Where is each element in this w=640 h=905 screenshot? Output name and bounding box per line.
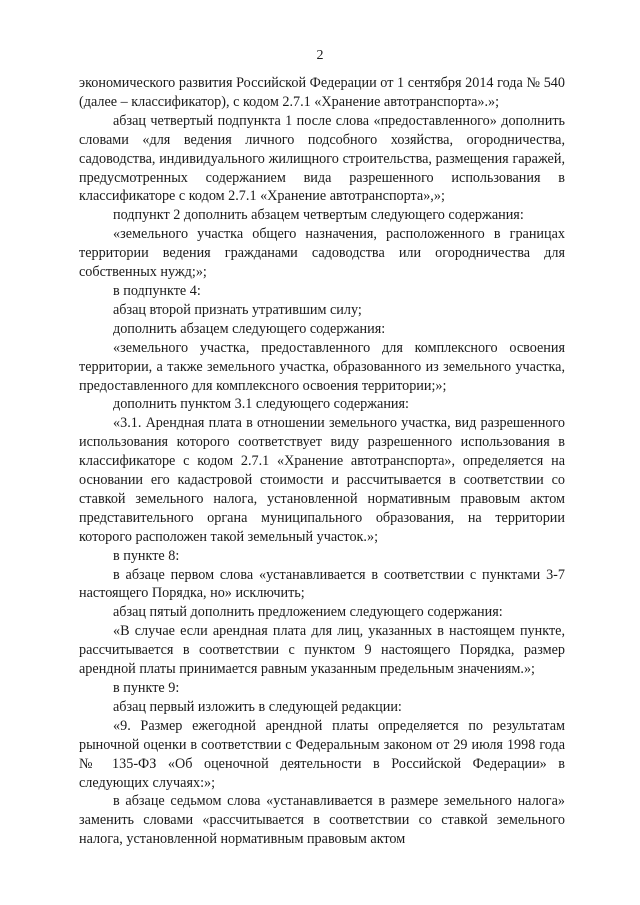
paragraph: дополнить пунктом 3.1 следующего содержания: (113, 396, 409, 413)
paragraph: в пункте 9: (113, 680, 180, 696)
paragraph: в абзаце первом слова «устанавливается в соответствии с пунктами 3-7 настоящего Порядка, но» исключить; (79, 566, 565, 602)
paragraph: абзац первый изложить в следующей редакции: (113, 698, 402, 715)
paragraph: «земельного участка, предоставленного для комплексного освоения территории, а также земельного участка, образованного из земельного участка, предоставленного для комплексного освоения территории;»; (79, 339, 565, 394)
paragraph: абзац четвертый подпункта 1 после слова «предоставленного» дополнить словами «для ведения личного подсобного хозяйства, огородничества, садоводства, индивидуального жилищного строительства, размещения гаражей, предусмотренных содержанием вида разрешенного использования в классификаторе с кодом 2.7.1 «Хранение автотранспорта»,»; (79, 112, 565, 205)
paragraph: «В случае если арендная плата для лиц, указанных в настоящем пункте, рассчитывается в соответствии с пунктом 9 настоящего Порядка, размер арендной платы принимается равным указанным предельным значениям.»; (79, 623, 565, 678)
paragraph: подпункт 2 дополнить абзацем четвертым следующего содержания: (113, 207, 524, 224)
document-body (79, 74, 565, 849)
paragraph: «9. Размер ежегодной арендной платы определяется по результатам рыночной оценки в соответствии с Федеральным законом от 29 июля 1998 года № 135-ФЗ «Об оценочной деятельности в Российской Федерации» в следующих случаях:»; (79, 717, 565, 791)
paragraph: в абзаце седьмом слова «устанавливается в размере земельного налога» заменить словами «рассчитывается в соответствии со ставкой земельного налога, установленной нормативным правовым актом (79, 793, 565, 848)
paragraph: абзац пятый дополнить предложением следующего содержания: (113, 604, 503, 621)
paragraph: «3.1. Арендная плата в отношении земельного участка, вид разрешенного использования которого соответствует виду разрешенного использования в классификаторе с кодом 2.7.1 «Хранение автотранспорта», определяется на основании его кадастровой стоимости и рассчитывается в соответствии со ставкой земельного налога, установленной нормативным правовым актом представительного органа муниципального образования, на территории которого расположен такой земельный участок.»; (79, 415, 565, 545)
paragraph: абзац второй признать утратившим силу; (113, 301, 362, 318)
paragraph: экономического развития Российской Федерации от 1 сентября 2014 года № 540 (далее – классификатор), с кодом 2.7.1 «Хранение автотранспорта».»; (79, 75, 565, 110)
paragraph: дополнить абзацем следующего содержания: (113, 320, 386, 337)
paragraph: в пункте 8: (113, 547, 180, 564)
page-number: 2 (316, 48, 324, 63)
paragraph: «земельного участка общего назначения, расположенного в границах территории ведения гражданами садоводства или огородничества для собственных нужд;»; (79, 226, 565, 281)
paragraph: в подпункте 4: (113, 282, 201, 299)
